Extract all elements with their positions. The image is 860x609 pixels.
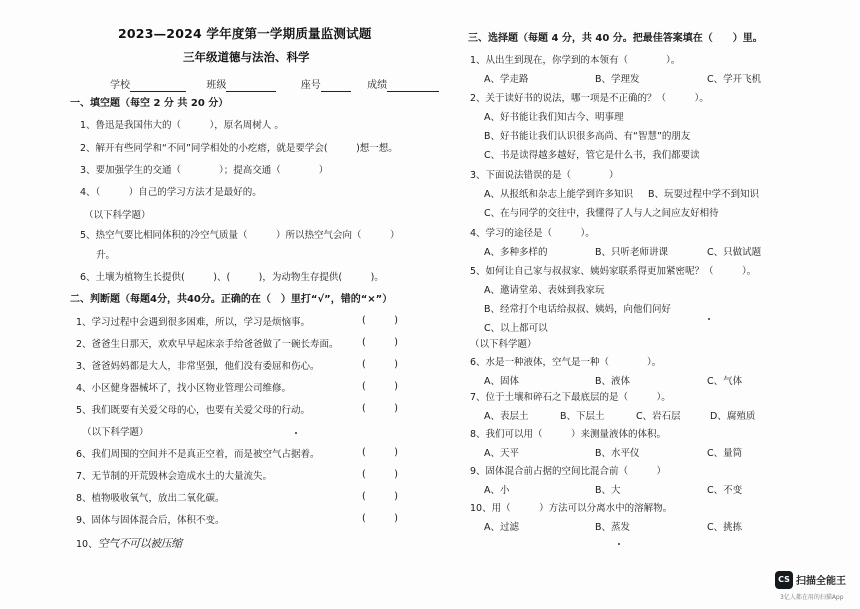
choice-q7-option-b[interactable]: B、下层土 (560, 411, 605, 422)
choice-q8-option-c[interactable]: C、量筒 (707, 448, 743, 459)
camscanner-name: 扫描全能王 (796, 576, 846, 587)
judge-q5: 5、我们既要有关爱父母的心，也要有关爱父母的行动。 (76, 405, 311, 416)
choice-q8: 8、我们可以用（ ）来测量液体的体积。 (470, 429, 667, 440)
choice-q9: 9、固体混合前占据的空间比混合前（ ） (470, 466, 667, 477)
choice-q3: 3、下面说法错误的是（ ） (470, 170, 619, 181)
score-label: 成绩 (367, 80, 388, 91)
judge-heading: 二、判断题（每题4分，共40分。正确的在（ ）里打“√”，错的“×”） (70, 294, 393, 305)
fill-blank-q1: 1、鲁迅是我国伟大的（ ），原名周树人 。 (80, 120, 284, 131)
seat-field[interactable] (321, 81, 351, 92)
scan-speck (708, 318, 710, 320)
fill-blank-science-note: （以下科学题） (84, 210, 151, 221)
seat-label: 座号 (300, 80, 321, 91)
exam-title: 2023—2024 学年度第一学期质量监测试题 (118, 26, 372, 41)
fill-blank-q3: 3、要加强学生的交通（ ）；提高交通（ ） (80, 165, 329, 176)
judge-q5-answer[interactable]: ( ) (362, 403, 398, 414)
choice-q4-option-a[interactable]: A、多种多样的 (484, 247, 548, 258)
choice-q10: 10、用（ ）方法可以分离水中的溶解物。 (470, 503, 673, 514)
choice-science-note: （以下科学题） (470, 339, 537, 350)
scan-speck (618, 543, 620, 545)
judge-q3: 3、爸爸妈妈都是大人，非常坚强，他们没有委屈和伤心。 (76, 361, 320, 372)
choice-q8-option-b[interactable]: B、水平仪 (595, 448, 640, 459)
choice-q6-option-b[interactable]: B、液体 (595, 376, 631, 387)
judge-q2: 2、爸爸生日那天，欢欢早早起床亲手给爸爸做了一碗长寿面。 (76, 339, 339, 350)
judge-q9-answer[interactable]: ( ) (362, 513, 398, 524)
choice-q7-option-d[interactable]: D、腐殖质 (710, 411, 756, 422)
choice-q6-option-c[interactable]: C、气体 (707, 376, 743, 387)
class-label: 班级 (206, 80, 227, 91)
judge-q4-answer[interactable]: ( ) (362, 381, 398, 392)
fill-blank-q5-continued: 升。 (96, 250, 116, 261)
judge-q6: 6、我们周围的空间并不是真正空着，而是被空气占据着。 (76, 449, 320, 460)
choice-q1-option-b[interactable]: B、学理发 (595, 74, 640, 85)
choice-q4-option-b[interactable]: B、只听老师讲课 (595, 247, 669, 258)
choice-q7-option-c[interactable]: C、岩石层 (636, 411, 681, 422)
fill-blank-q4: 4、（ ）自己的学习方法才是最好的。 (80, 187, 262, 198)
judge-q8-answer[interactable]: ( ) (362, 491, 398, 502)
camscanner-logo-icon: CS (775, 571, 793, 589)
choice-q1-option-c[interactable]: C、学开飞机 (707, 74, 762, 85)
score-field[interactable] (387, 81, 439, 92)
school-field[interactable] (130, 81, 186, 92)
choice-q9-option-a[interactable]: A、小 (484, 485, 510, 496)
camscanner-slogan: 3亿人都在用的扫描App (780, 594, 844, 601)
choice-q2: 2、关于读好书的说法，哪一项是不正确的？（ ）。 (470, 93, 709, 104)
choice-q5-option-b[interactable]: B、经常打个电话给叔叔、姨妈，向他们问好 (484, 304, 672, 315)
judge-q1-answer[interactable]: ( ) (362, 315, 398, 326)
choice-q2-option-c[interactable]: C、书是读得越多越好，管它是什么书，我们都要读 (484, 150, 700, 161)
choice-q1-option-a[interactable]: A、学走路 (484, 74, 529, 85)
judge-q1: 1、学习过程中会遇到很多困难，所以，学习是烦恼事。 (76, 317, 311, 328)
judge-q3-answer[interactable]: ( ) (362, 359, 398, 370)
choice-q7: 7、位于土壤和碎石之下最底层的是（ ）。 (470, 392, 671, 403)
choice-q5: 5、如何让自己家与叔叔家、姨妈家联系得更加紧密呢？（ ）。 (470, 266, 757, 277)
fill-blank-q5: 5、热空气要比相同体积的冷空气质量（ ）所以热空气会向（ ） (80, 230, 400, 241)
choice-q5-option-c[interactable]: C、以上都可以 (484, 323, 548, 334)
school-label: 学校 (110, 80, 130, 91)
student-info-row (110, 80, 439, 92)
choice-q6-option-a[interactable]: A、固体 (484, 376, 519, 387)
judge-q6-answer[interactable]: ( ) (362, 447, 398, 458)
choice-q4: 4、学习的途径是（ ）。 (470, 228, 595, 239)
fill-blank-q2: 2、解开有些同学和“不同”同学相处的小疙瘩，就是要学会( )想一想。 (80, 143, 398, 154)
choice-q6: 6、水是一种液体，空气是一种（ ）。 (470, 357, 662, 368)
judge-q7-answer[interactable]: ( ) (362, 469, 398, 480)
judge-q10-handwritten: 空气不可以被压缩 (97, 537, 182, 550)
choice-q5-option-a[interactable]: A、邀请堂弟、表妹到我家玩 (484, 285, 605, 296)
judge-science-note: （以下科学题） (82, 427, 149, 438)
choice-q1: 1、从出生到现在，你学到的本领有（ ）。 (470, 55, 681, 66)
judge-q10-number: 10、 (76, 539, 98, 550)
fill-blank-heading: 一、填空题（每空 2 分 共 20 分） (70, 98, 229, 109)
choice-q10-option-b[interactable]: B、蒸发 (595, 522, 631, 533)
choice-q9-option-c[interactable]: C、不变 (707, 485, 743, 496)
choice-q3-option-a[interactable]: A、从报纸和杂志上能学到许多知识 (484, 189, 633, 200)
judge-q2-answer[interactable]: ( ) (362, 337, 398, 348)
choice-q3-option-c[interactable]: C、在与同学的交往中，我懂得了人与人之间应友好相待 (484, 208, 719, 219)
choice-q2-option-a[interactable]: A、好书能让我们知古今、明事理 (484, 112, 624, 123)
judge-q9: 9、固体与固体混合后，体积不变。 (76, 515, 225, 526)
choice-q8-option-a[interactable]: A、天平 (484, 448, 519, 459)
choice-q7-option-a[interactable]: A、表层土 (484, 411, 529, 422)
choice-heading: 三、选择题（每题 4 分，共 40 分。把最佳答案填在（ ）里。 (468, 33, 763, 44)
choice-q4-option-c[interactable]: C、只做试题 (707, 247, 762, 258)
judge-q10 (76, 538, 182, 551)
exam-subtitle: 三年级道德与法治、科学 (183, 50, 310, 64)
choice-q10-option-c[interactable]: C、挑拣 (707, 522, 743, 533)
fill-blank-q6: 6、土壤为植物生长提供( )、( )，为动物生存提供( )。 (80, 272, 384, 283)
choice-q2-option-b[interactable]: B、好书能让我们认识很多高尚、有“智慧”的朋友 (484, 131, 691, 142)
choice-q9-option-b[interactable]: B、大 (595, 485, 621, 496)
judge-q7: 7、无节制的开荒毁林会造成水土的大量流失。 (76, 471, 273, 482)
class-field[interactable] (226, 81, 276, 92)
judge-q8: 8、植物吸收氧气，放出二氧化碳。 (76, 493, 225, 504)
scan-speck (295, 432, 297, 434)
judge-q4: 4、小区健身器械坏了，找小区物业管理公司维修。 (76, 383, 292, 394)
choice-q10-option-a[interactable]: A、过滤 (484, 522, 519, 533)
right-column (440, 0, 860, 609)
choice-q3-option-b[interactable]: B、玩耍过程中学不到知识 (648, 189, 760, 200)
